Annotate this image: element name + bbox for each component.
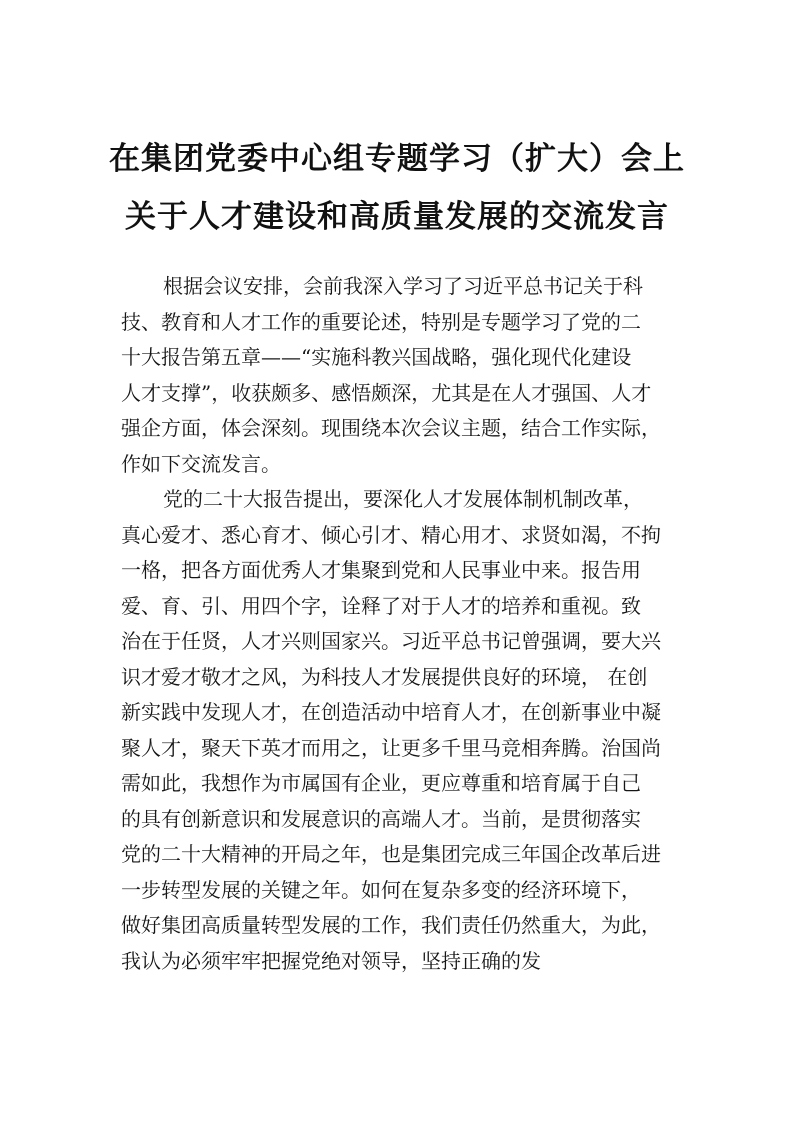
document-title [0,130,794,246]
title-line-2: 关于人才建设和高质量发展的交流发言 [125,199,669,235]
paragraph-1-line: 作如下交流发言。 [121,451,281,476]
paragraph-2-line: 党的二十大报告提出，要深化人才发展体制机制改革， [163,487,643,511]
paragraph-1-line: 技、教育和人才工作的重要论述，特别是专题学习了党的二 [121,309,641,334]
paragraph-1-line: 强企方面，体会深刻。现围绕本次会议主题，结合工作实际， [121,416,661,440]
document-body [121,269,701,979]
paragraph-2-line: 做好集团高质量转型发展的工作，我们责任仍然重大，为此， [121,913,661,937]
paragraph-2-line: 爱、育、引、用四个字，诠释了对于人才的培养和重视。致 [121,593,641,618]
paragraph-2-line: 需如此，我想作为市属国有企业，更应尊重和培育属于自己 [121,771,641,795]
paragraph-2-line: 真心爱才、悉心育才、倾心引才、精心用才、求贤如渴，不拘 [121,522,661,547]
paragraph-2-line: 新实践中发现人才，在创造活动中培育人才，在创新事业中凝 [121,700,661,724]
paragraph-2-line: 党的二十大精神的开局之年，也是集团完成三年国企改革后进 [121,842,661,866]
paragraph-1-line: 根据会议安排，会前我深入学习了习近平总书记关于科 [163,274,643,298]
paragraph-1-line: 十大报告第五章——“实施科教兴国战略，强化现代化建设 [121,345,632,369]
paragraph-2-line: 聚人才，聚天下英才而用之，让更多千里马竞相奔腾。治国尚 [121,735,661,760]
paragraph-2-line: 一格，把各方面优秀人才集聚到党和人民事业中来。报告用 [121,558,641,582]
paragraph-2-line: 我认为必须牢牢把握党绝对领导，坚持正确的发 [121,948,541,973]
paragraph-2-line: 的具有创新意识和发展意识的高端人才。当前，是贯彻落实 [121,806,641,831]
paragraph-2-line: 识才爱才敬才之风，为科技人才发展提供良好的环境， 在创 [121,664,648,689]
paragraph-2-line: 治在于任贤，人才兴则国家兴。习近平总书记曾强调，要大兴 [121,629,661,653]
title-line-1: 在集团党委中心组专题学习（扩大）会上 [109,141,685,177]
paragraph-1-line: 人才支撑”，收获颇多、感悟颇深，尤其是在人才强国、人才 [121,380,652,405]
paragraph-2-line: 一步转型发展的关键之年。如何在复杂多变的经济环境下， [121,877,641,902]
